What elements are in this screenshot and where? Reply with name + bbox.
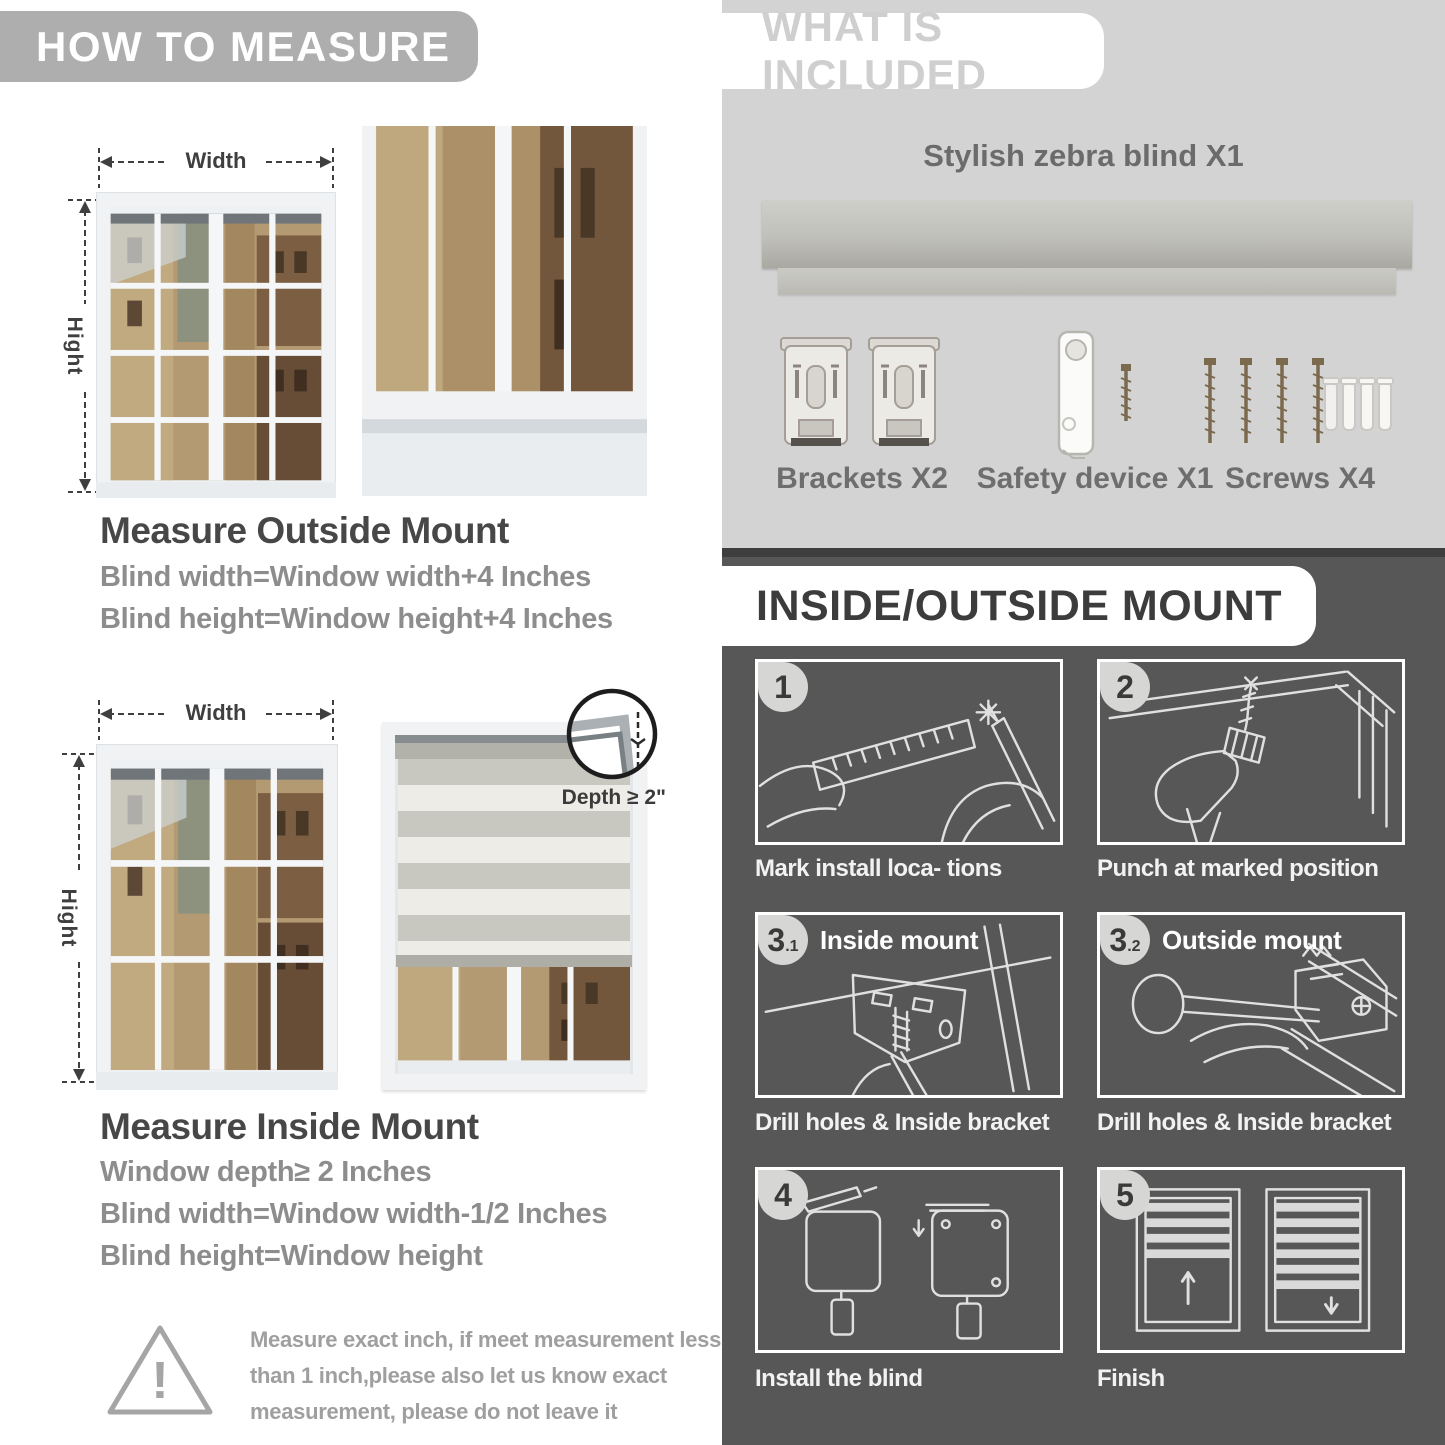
width-label-outside: Width <box>185 148 247 173</box>
outside-mount-line2: Blind height=Window height+4 Inches <box>100 603 613 635</box>
step-5-box <box>1097 1167 1405 1353</box>
safety-device-label: Safety device X1 <box>976 462 1214 495</box>
warning-line3: measurement, please do not leave it <box>250 1399 618 1424</box>
step-1-box <box>755 659 1063 845</box>
inside-mount-line3: Blind height=Window height <box>100 1240 483 1272</box>
window-lower-sash <box>398 967 630 1074</box>
depth-label: Depth ≥ 2" <box>561 786 666 809</box>
blind-headrail-valance <box>778 268 1396 294</box>
how-to-measure-title: HOW TO MEASURE <box>36 22 451 70</box>
exclamation-glyph: ! <box>151 1352 169 1410</box>
window-bottom-strip <box>383 390 626 496</box>
how-to-measure-banner <box>0 11 478 82</box>
step-1-badge: 1 <box>758 662 808 712</box>
inside-mount-line2: Blind width=Window width-1/2 Inches <box>100 1198 608 1230</box>
inside-mount-line1: Window depth≥ 2 Inches <box>100 1156 432 1188</box>
screws-image <box>1197 348 1402 460</box>
width-label-inside: Width <box>185 700 247 725</box>
blind-headrail-image <box>762 200 1412 268</box>
brackets-label: Brackets X2 <box>776 462 948 495</box>
step-3-2-caption: Drill holes & Inside bracket <box>1097 1109 1392 1136</box>
brackets-graphic <box>777 336 947 458</box>
step-2-box <box>1097 659 1405 845</box>
step-3-1-box <box>755 912 1063 1098</box>
height-label-outside: Hight <box>63 316 86 376</box>
screws-label: Screws X4 <box>1224 462 1376 495</box>
blind-bottom-rail <box>396 955 632 967</box>
window-illustration <box>96 192 336 498</box>
step-1-caption: Mark install loca- tions <box>755 855 1002 882</box>
what-is-included-title: WHAT IS INCLUDED <box>762 3 987 98</box>
step-4-caption: Install the blind <box>755 1365 923 1392</box>
warning-text <box>250 1322 721 1430</box>
window-photo-outside <box>96 192 336 498</box>
step-4-box <box>755 1167 1063 1353</box>
step-5-badge: 5 <box>1100 1170 1150 1220</box>
warning-triangle-icon <box>102 1320 218 1422</box>
step-3-1-caption: Drill holes & Inside bracket <box>755 1109 1050 1136</box>
screws-graphic <box>1197 348 1402 460</box>
mount-instructions-panel <box>722 548 1445 1445</box>
inside-mount-title: Measure Inside Mount <box>100 1106 479 1147</box>
window-photo-inside <box>96 744 338 1090</box>
width-arrow-inside <box>96 698 336 740</box>
safety-device-graphic <box>1035 330 1155 460</box>
outside-mount-title: Measure Outside Mount <box>100 510 509 551</box>
window-illustration <box>96 744 338 1090</box>
what-is-included-banner <box>722 3 1104 98</box>
brackets-image <box>777 336 947 458</box>
mount-instructions-title: INSIDE/OUTSIDE MOUNT <box>756 581 1283 630</box>
height-arrow-inside <box>54 750 94 1086</box>
height-label-inside: Hight <box>57 888 80 948</box>
step-3-2-title: Outside mount <box>1162 925 1342 955</box>
window-lower-sash <box>362 126 647 496</box>
outside-mount-line1: Blind width=Window width+4 Inches <box>100 561 591 593</box>
zebra-blind-outside-figure <box>362 126 647 496</box>
depth-detail-callout <box>564 686 660 782</box>
step-5-caption: Finish <box>1097 1365 1165 1392</box>
step-3-2-box <box>1097 912 1405 1098</box>
window-lower-view <box>398 967 630 1074</box>
product-label: Stylish zebra blind X1 <box>923 138 1244 173</box>
step-2-caption: Punch at marked position <box>1097 855 1379 882</box>
what-is-included-panel <box>722 0 1445 548</box>
safety-device-image <box>1035 330 1155 460</box>
width-arrow-outside <box>96 146 336 188</box>
mount-instructions-banner <box>722 566 1316 646</box>
warning-line1: Measure exact inch, if meet measurement less <box>250 1327 722 1352</box>
step-3-2-badge: 3 .2 <box>1100 915 1150 965</box>
warning-line2: than 1 inch,please also let us know exact <box>250 1363 667 1388</box>
corner-detail-icon <box>564 686 660 782</box>
step-3-1-badge: 3 .1 <box>758 915 808 965</box>
step-2-badge: 2 <box>1100 662 1150 712</box>
warning-icon-graphic <box>102 1320 218 1422</box>
height-arrow-outside <box>60 196 100 496</box>
step-3-1-title: Inside mount <box>820 925 979 955</box>
step-4-badge: 4 <box>758 1170 808 1220</box>
